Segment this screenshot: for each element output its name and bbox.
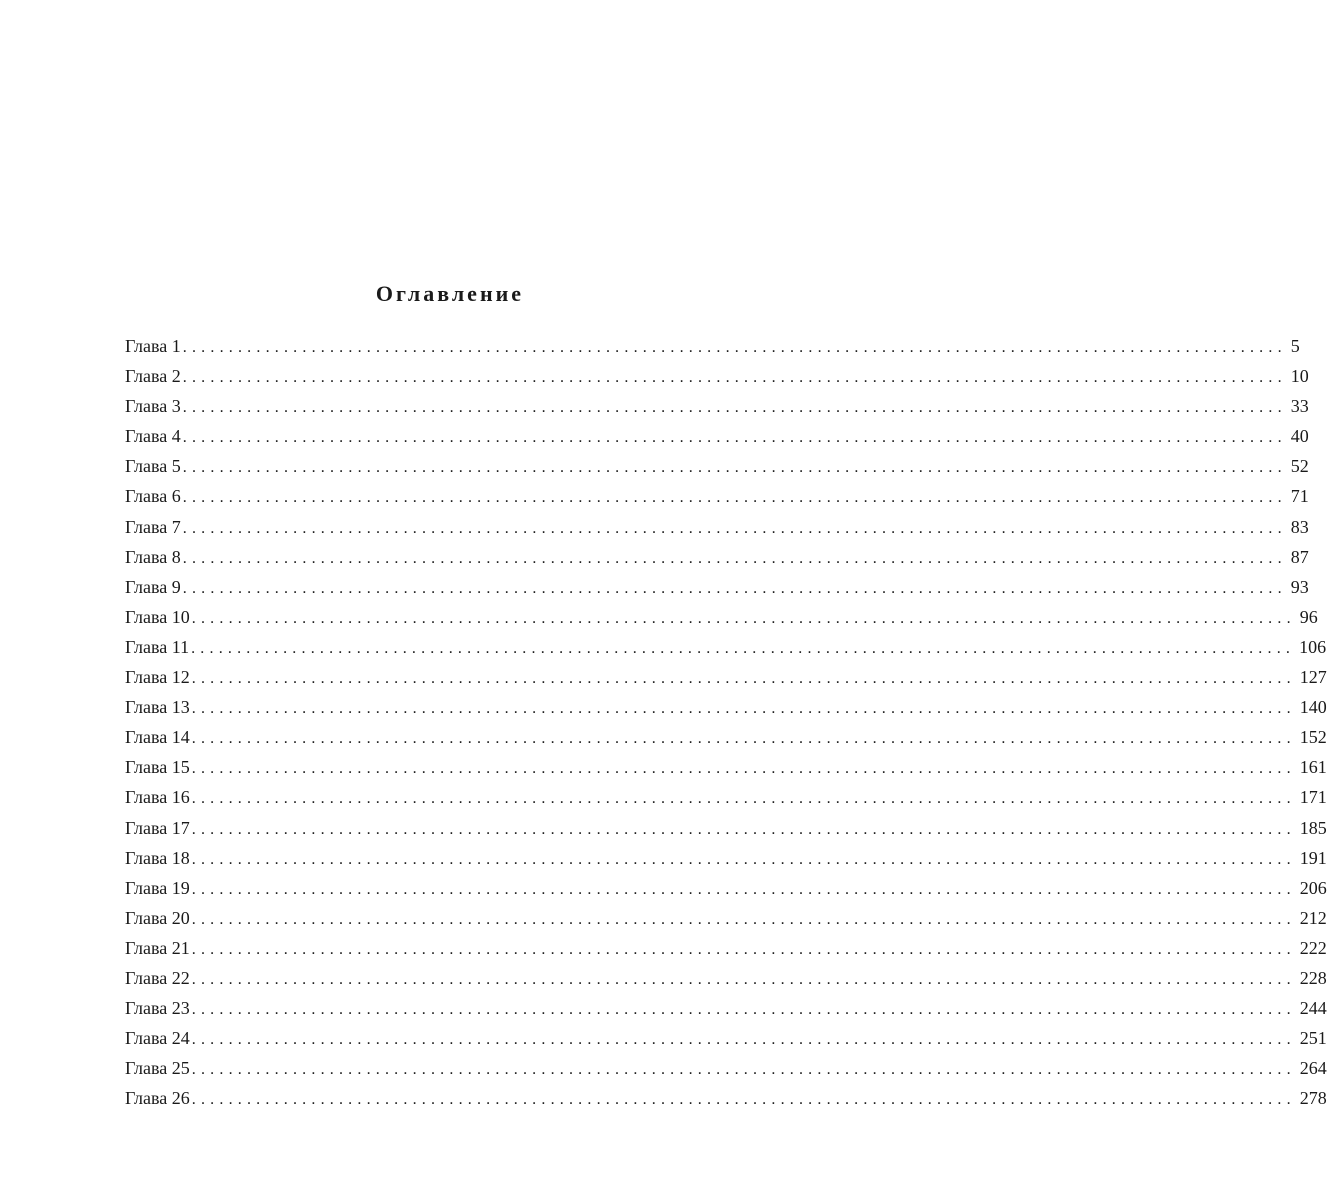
toc-entry[interactable] [125,813,1327,843]
toc-entry-page-number: 93 [1290,576,1309,597]
toc-entry-label: Глава 4 [125,426,181,447]
toc-entry[interactable] [125,873,1327,903]
toc-entry-page-number: 228 [1299,967,1327,988]
toc-entry-leader: ........................................................................................................................ [191,940,1296,958]
toc-entry-page-number: 33 [1290,396,1309,417]
toc-entry-label: Глава 10 [125,606,190,627]
toc-entry[interactable] [125,391,1309,421]
toc-entry-label: Глава 13 [125,697,190,718]
toc-entry-label: Глава 7 [125,516,181,537]
toc-entry-leader: ........................................................................................................................ [191,730,1296,748]
toc-entry[interactable] [125,692,1327,722]
toc-entry-label: Глава 5 [125,456,181,477]
toc-entry-page-number: 264 [1299,1058,1327,1079]
toc-title: Оглавление [375,281,525,306]
toc-entry[interactable] [125,1083,1327,1113]
toc-entry[interactable] [125,662,1327,692]
toc-entry-label: Глава 25 [125,1058,190,1079]
toc-entry[interactable] [125,1053,1327,1083]
toc-entry-page-number: 152 [1299,727,1327,748]
toc-entry-label: Глава 22 [125,967,190,988]
toc-entry-label: Глава 15 [125,757,190,778]
toc-entry-leader: ........................................................................................................................ [182,459,1287,477]
table-of-contents [125,331,1327,1113]
toc-entry-leader: ........................................................................................................................ [191,820,1296,838]
toc-entry-label: Глава 24 [125,1028,190,1049]
toc-entry-page-number: 83 [1290,516,1309,537]
toc-entry-leader: ........................................................................................................................ [182,519,1287,537]
toc-entry-label: Глава 2 [125,366,181,387]
toc-entry-leader: ........................................................................................................................ [191,790,1296,808]
toc-entry-page-number: 278 [1299,1088,1327,1109]
toc-entry-label: Глава 6 [125,486,181,507]
toc-entry-leader: ........................................................................................................................ [191,639,1296,657]
toc-entry-leader: ........................................................................................................................ [191,1061,1296,1079]
toc-entry-label: Глава 1 [125,336,181,356]
toc-entry-label: Глава 26 [125,1088,190,1109]
toc-entry[interactable] [125,512,1309,542]
toc-entry[interactable] [125,993,1327,1023]
toc-entry-label: Глава 8 [125,546,181,567]
toc-entry-page-number: 171 [1299,787,1327,808]
toc-entry[interactable] [125,933,1327,963]
toc-entry-page-number: 244 [1299,998,1327,1019]
toc-entry[interactable] [125,1023,1327,1053]
toc-entry-label: Глава 14 [125,727,190,748]
toc-entry[interactable] [125,421,1309,451]
toc-entry-page-number: 191 [1299,847,1327,868]
toc-entry-leader: ........................................................................................................................ [182,429,1287,447]
toc-entry-leader: ........................................................................................................................ [191,1001,1296,1019]
toc-entry-page-number: 40 [1290,426,1309,447]
toc-entry-leader: ........................................................................................................................ [182,549,1287,567]
toc-entry-leader: ........................................................................................................................ [191,700,1296,718]
toc-entry[interactable] [125,782,1327,812]
toc-entry-page-number: 96 [1299,606,1318,627]
toc-entry-leader: ........................................................................................................................ [182,399,1287,417]
toc-entry-label: Глава 18 [125,847,190,868]
toc-entry[interactable] [125,903,1327,933]
toc-entry-label: Глава 16 [125,787,190,808]
toc-entry-label: Глава 17 [125,817,190,838]
toc-entry-leader: ........................................................................................................................ [191,1031,1296,1049]
toc-entry[interactable] [125,843,1327,873]
toc-entry[interactable] [125,361,1309,391]
toc-entry-leader: ........................................................................................................................ [191,609,1296,627]
toc-entry-page-number: 5 [1290,336,1300,356]
toc-entry[interactable] [125,632,1327,662]
toc-entry-label: Глава 21 [125,937,190,958]
toc-entry-page-number: 106 [1299,636,1327,657]
toc-entry-leader: ........................................................................................................................ [182,369,1287,387]
toc-entry-leader: ........................................................................................................................ [191,910,1296,928]
toc-entry-label: Глава 23 [125,998,190,1019]
toc-entry-leader: ........................................................................................................................ [191,1091,1296,1109]
toc-entry-page-number: 127 [1299,667,1327,688]
toc-entry-page-number: 52 [1290,456,1309,477]
toc-entry-label: Глава 11 [125,636,190,657]
toc-entry-label: Глава 3 [125,396,181,417]
toc-entry-leader: ........................................................................................................................ [182,489,1287,507]
toc-entry[interactable] [125,451,1309,481]
toc-entry-leader: ........................................................................................................................ [191,850,1296,868]
toc-entry[interactable] [125,331,1300,361]
toc-entry-page-number: 10 [1290,366,1309,387]
toc-entry-leader: ........................................................................................................................ [191,970,1296,988]
toc-entry-leader: ........................................................................................................................ [182,579,1287,597]
toc-entry-label: Глава 19 [125,877,190,898]
toc-entry-label: Глава 12 [125,667,190,688]
toc-entry-page-number: 161 [1299,757,1327,778]
toc-entry-page-number: 206 [1299,877,1327,898]
toc-entry-leader: ........................................................................................................................ [182,339,1287,356]
toc-entry-page-number: 251 [1299,1028,1327,1049]
toc-entry-page-number: 140 [1299,697,1327,718]
toc-entry[interactable] [125,752,1327,782]
toc-entry[interactable] [125,602,1318,632]
toc-entry-page-number: 87 [1290,546,1309,567]
toc-entry-page-number: 71 [1290,486,1309,507]
toc-entry-page-number: 212 [1299,907,1327,928]
toc-entry[interactable] [125,572,1309,602]
toc-entry[interactable] [125,722,1327,752]
toc-entry[interactable] [125,963,1327,993]
toc-entry[interactable] [125,481,1309,511]
toc-entry[interactable] [125,542,1309,572]
toc-entry-page-number: 185 [1299,817,1327,838]
toc-entry-leader: ........................................................................................................................ [191,670,1296,688]
toc-entry-page-number: 222 [1299,937,1327,958]
toc-entry-label: Глава 20 [125,907,190,928]
toc-entry-leader: ........................................................................................................................ [191,880,1296,898]
toc-entry-label: Глава 9 [125,576,181,597]
toc-entry-leader: ........................................................................................................................ [191,760,1296,778]
